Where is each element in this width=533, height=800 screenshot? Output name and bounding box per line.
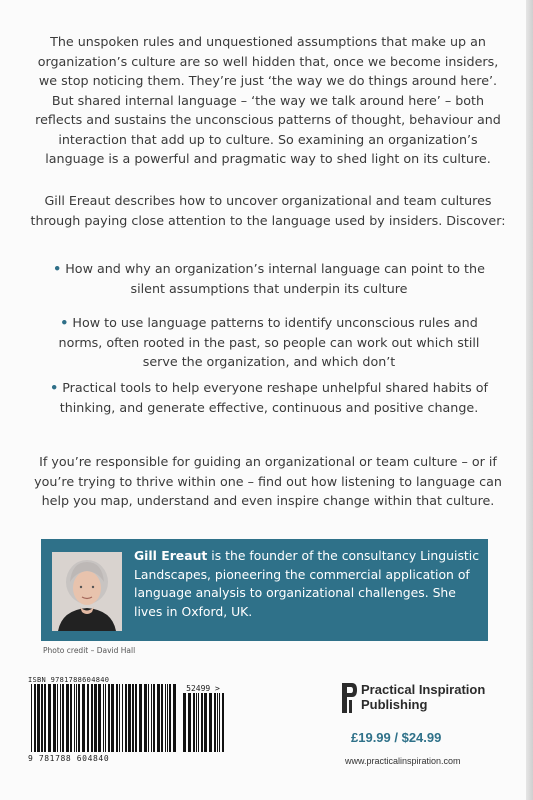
- barcode-bar: [222, 693, 224, 752]
- bullet-text: How to use language patterns to identify unconscious rules and norms, often rooted in the past, so people can work out which still serve the organization, and which don’t: [58, 315, 480, 369]
- bullet-item: [40, 313, 498, 372]
- barcode-bar: [111, 684, 114, 752]
- author-bio: [134, 547, 484, 621]
- barcode-bar: [41, 684, 43, 752]
- barcode-bar: [62, 684, 64, 752]
- barcode-bar: [91, 684, 93, 752]
- barcode-bar: [31, 684, 32, 752]
- author-photo: [52, 552, 122, 631]
- barcode-bar: [53, 684, 56, 752]
- barcode-bar: [44, 684, 46, 752]
- barcode-extension: [182, 693, 224, 752]
- barcode-bar: [169, 684, 171, 752]
- barcode-bar: [173, 684, 176, 752]
- barcode-bar: [217, 693, 218, 752]
- barcode-bar: [151, 684, 152, 752]
- barcode-bar: [214, 693, 216, 752]
- barcode-bar: [153, 684, 155, 752]
- barcode-bar: [66, 684, 69, 752]
- barcode-bar: [183, 693, 186, 752]
- barcode-bar: [116, 684, 118, 752]
- barcode-extension-number: 52499 >: [186, 684, 220, 693]
- barcode-bar: [157, 684, 160, 752]
- spine-edge: [526, 0, 533, 800]
- barcode-bar: [165, 684, 166, 752]
- author-bio-text: is the founder of the consultancy Linguistic Landscapes, pioneering the commercial application of language analysis to organizational challenges. She lives in Oxford, UK.: [134, 548, 480, 619]
- barcode-bar: [105, 684, 106, 752]
- barcode-bar: [125, 684, 127, 752]
- bullet-item: [40, 259, 498, 298]
- barcode-bar: [87, 684, 89, 752]
- barcode-bar: [122, 684, 123, 752]
- barcode-bar: [103, 684, 104, 752]
- photo-credit: Photo credit – David Hall: [43, 646, 136, 655]
- lead-paragraph: Gill Ereaut describes how to uncover organizational and team cultures through paying close attention to the language used by insiders. Discover:: [30, 193, 506, 228]
- bullet-item: [40, 378, 498, 417]
- barcode-bar: [193, 693, 195, 752]
- barcode-bar: [148, 684, 149, 752]
- author-portrait-icon: [52, 552, 122, 631]
- closing-paragraph: If you’re responsible for guiding an organizational or team culture – or if you’re trying to thrive within one – find out how listening to language can help you map, understand and even inspire change within that culture.: [34, 454, 502, 508]
- barcode-bar: [82, 684, 85, 752]
- barcode-bar: [119, 684, 120, 752]
- barcode-bar: [209, 693, 212, 752]
- publisher-logo-icon: [340, 681, 358, 715]
- barcode-bar: [132, 684, 134, 752]
- barcode-bar: [34, 684, 36, 752]
- barcode-bar: [139, 684, 142, 752]
- publisher-website: www.practicalinspiration.com: [345, 756, 461, 766]
- barcode-bar: [135, 684, 137, 752]
- barcode-bar: [94, 684, 97, 752]
- barcode-bar: [98, 684, 101, 752]
- barcode-bar: [167, 684, 168, 752]
- barcode-bar: [196, 693, 197, 752]
- publisher-name: [361, 682, 511, 712]
- barcode-bar: [48, 684, 51, 752]
- barcode-bar: [219, 693, 220, 752]
- price: £19.99 / $24.99: [351, 730, 442, 745]
- barcode-bar: [204, 693, 207, 752]
- barcode-bar: [201, 693, 203, 752]
- barcode-bar: [37, 684, 40, 752]
- barcode-bar: [74, 684, 75, 752]
- barcode-bar: [128, 684, 131, 752]
- bullet-dot-icon: •: [60, 315, 69, 330]
- barcode: [30, 684, 176, 752]
- bullet-dot-icon: •: [50, 380, 59, 395]
- barcode-bar: [70, 684, 72, 752]
- bullet-text: Practical tools to help everyone reshape unhelpful shared habits of thinking, and generate effective, continuous and positive change.: [59, 380, 488, 415]
- barcode-bar: [78, 684, 80, 752]
- isbn-label: ISBN 9781788604840: [28, 676, 110, 684]
- author-name: Gill Ereaut: [134, 548, 208, 563]
- barcode-bar: [144, 684, 147, 752]
- publisher-logo: [340, 681, 510, 717]
- publisher-name-line2: Publishing: [361, 697, 428, 712]
- barcode-bar: [57, 684, 58, 752]
- barcode-bar: [161, 684, 163, 752]
- barcode-bar: [76, 684, 77, 752]
- barcode-bar: [108, 684, 110, 752]
- barcode-bar: [198, 693, 199, 752]
- author-box: [41, 539, 488, 641]
- barcode-digits: 9 781788 604840: [28, 754, 110, 763]
- bullet-text: How and why an organization’s internal language can point to the silent assumptions that underpin its culture: [65, 261, 485, 296]
- publisher-name-line1: Practical Inspiration: [361, 682, 486, 697]
- barcode-bar: [60, 684, 61, 752]
- intro-paragraph: The unspoken rules and unquestioned assumptions that make up an organization’s culture are so well hidden that, once we become insiders, we stop noticing them. They’re just ‘the way we do things around here’. But shared internal language – ‘the way we talk around here’ – both reflects and sustains the unconscious patterns of thought, behaviour and interaction that add up to culture. So examining an organization’s language is a powerful and pragmatic way to shed light on its culture.: [35, 34, 501, 166]
- barcode-bar: [188, 693, 191, 752]
- bullet-dot-icon: •: [53, 261, 62, 276]
